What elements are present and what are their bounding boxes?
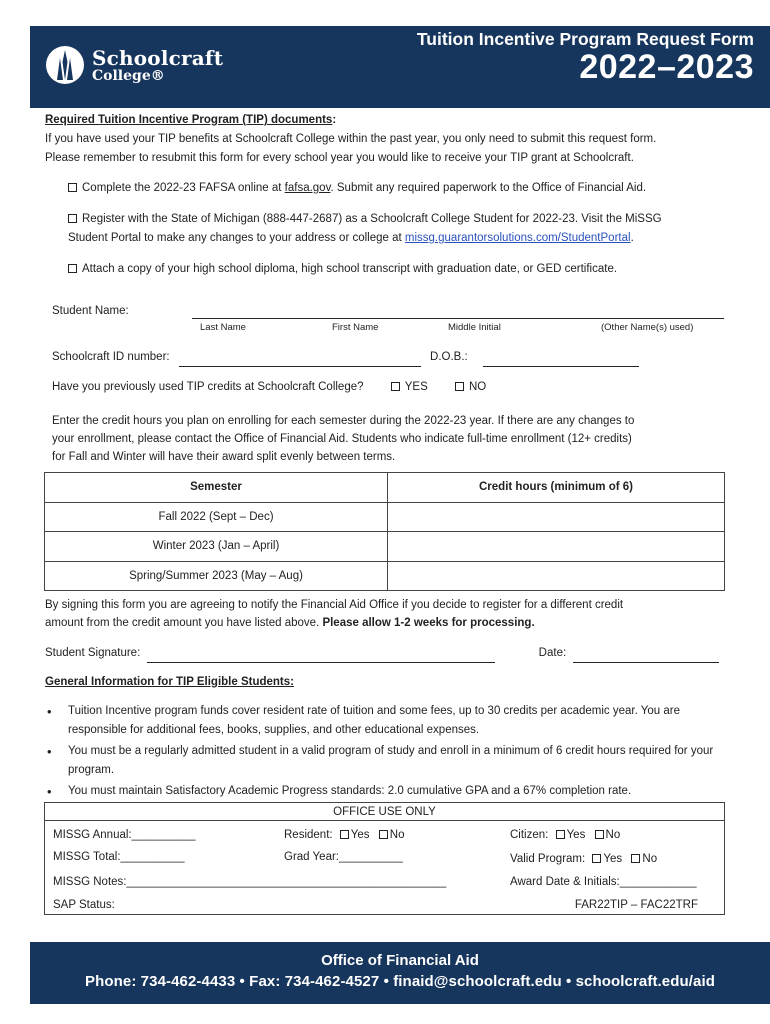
citizen-yes-checkbox[interactable]: [556, 830, 565, 839]
logo-subname: College®: [92, 67, 165, 84]
office-use-box: [44, 802, 725, 915]
processing-note: Please allow 1-2 weeks for processing.: [322, 617, 535, 629]
list-item: • You must maintain Satisfactory Academic Progress standards: 2.0 cumulative GPA and a 67% completion rate.: [45, 782, 735, 801]
missg-portal-link[interactable]: missg.guarantorsolutions.com/StudentPortal: [404, 232, 631, 244]
valid-program-yes-checkbox[interactable]: [592, 854, 601, 863]
footer-office-name: Office of Financial Aid: [321, 952, 479, 969]
citizen-no-checkbox[interactable]: [595, 830, 604, 839]
table-row: [45, 532, 725, 562]
missg-total[interactable]: MISSG Total:__________: [53, 851, 185, 863]
missg-checkbox[interactable]: [68, 214, 77, 223]
col-semester: Semester: [45, 473, 388, 503]
student-name-field[interactable]: [192, 318, 724, 319]
agreement-line-1: By signing this form you are agreeing to notify the Financial Aid Office if you decide to register for a different credit: [45, 599, 624, 611]
fafsa-checkbox[interactable]: [68, 183, 77, 192]
valid-program-no-checkbox[interactable]: [631, 854, 640, 863]
page-footer: [30, 942, 770, 1004]
page-header: [30, 26, 770, 108]
doc-item-diploma: Attach a copy of your high school diploma, high school transcript with graduation date, or GED certificate.: [68, 260, 735, 279]
intro-line-2: Please remember to resubmit this form for every school year you would like to receive your TIP grant at Schoolcraft.: [45, 152, 634, 164]
list-item: • You must be a regularly admitted student in a valid program of study and enroll in a minimum of 6 credit hours required for your program.: [45, 742, 735, 780]
student-id-row: [52, 348, 742, 367]
sub-other-names: (Other Name(s) used): [601, 322, 694, 333]
form-code: FAR22TIP – FAC22TRF: [574, 899, 698, 911]
semester-cell: Spring/Summer 2023 (May – Aug): [45, 561, 388, 591]
tip-question: Have you previously used TIP credits at Schoolcraft College?: [52, 381, 364, 393]
date-label: Date:: [538, 647, 567, 659]
logo-name: Schoolcraft: [92, 45, 224, 70]
tip-yes-checkbox[interactable]: [391, 382, 400, 391]
doc-item-missg: Register with the State of Michigan (888-447-2687) as a Schoolcraft College Student for 2022-23. Visit the MiSSG Student Portal to make any changes to your address or college at missg.guarantorsolutions.com/StudentPortal.: [68, 213, 662, 244]
valid-program-field: Valid Program: Yes No: [510, 853, 658, 865]
dob-label: D.O.B.:: [430, 351, 468, 363]
diploma-checkbox[interactable]: [68, 264, 77, 273]
col-credit-hours: Credit hours (minimum of 6): [388, 473, 725, 503]
credits-intro-2: your enrollment, please contact the Office of Financial Aid. Students who indicate full-time enrollment (12+ credits): [52, 433, 632, 445]
torch-logo-icon: [46, 46, 84, 84]
dob-field[interactable]: [483, 353, 639, 367]
form-year: 2022–2023: [579, 48, 754, 86]
resident-field: Resident: Yes No: [284, 829, 405, 841]
resident-yes-checkbox[interactable]: [340, 830, 349, 839]
credit-hours-input[interactable]: [388, 502, 725, 532]
tip-yes-label: YES: [404, 381, 428, 393]
form-title: Tuition Incentive Program Request Form: [416, 29, 754, 49]
award-date-initials[interactable]: Award Date & Initials:____________: [510, 876, 697, 888]
student-id-field[interactable]: [179, 353, 421, 367]
missg-notes[interactable]: MISSG Notes:__________________________________________________: [53, 876, 447, 888]
intro-line-1: If you have used your TIP benefits at Schoolcraft College within the past year, you only need to submit this request form.: [45, 133, 657, 145]
tip-question-row: [52, 378, 742, 397]
tip-no-label: NO: [468, 381, 487, 393]
credits-intro-3: for Fall and Winter will have their award split evenly between terms.: [52, 451, 396, 463]
table-row: [45, 502, 725, 532]
student-id-label: Schoolcraft ID number:: [52, 351, 170, 363]
citizen-field: Citizen: Yes No: [510, 829, 621, 841]
signature-label: Student Signature:: [45, 647, 141, 659]
signature-field[interactable]: [147, 649, 495, 663]
footer-contact-info: Phone: 734-462-4433 • Fax: 734-462-4527 • finaid@schoolcraft.edu • schoolcraft.edu/aid: [84, 973, 716, 990]
required-docs-heading-line: Required Tuition Incentive Program (TIP) documents:: [45, 114, 337, 126]
credits-intro-1: Enter the credit hours you plan on enrolling for each semester during the 2022-23 year. If there are any changes to: [52, 415, 635, 427]
semester-credits-table: [44, 472, 725, 591]
tip-no-checkbox[interactable]: [455, 382, 464, 391]
date-field[interactable]: [573, 649, 719, 663]
agreement-line-2: amount from the credit amount you have listed above. Please allow 1-2 weeks for processing.: [45, 617, 535, 629]
list-item: • Tuition Incentive program funds cover resident rate of tuition and some fees, up to 30 credits per academic year. You are responsible for additional fees, books, supplies, and other educational expenses.: [45, 702, 735, 740]
signature-row: [45, 644, 735, 663]
sub-last-name: Last Name: [200, 322, 246, 333]
required-docs-heading: Required Tuition Incentive Program (TIP) documents: [45, 114, 333, 126]
general-info-list: [45, 702, 735, 803]
sap-status[interactable]: SAP Status:: [53, 899, 115, 911]
general-info-heading: General Information for TIP Eligible Students:: [45, 676, 294, 688]
credit-hours-input[interactable]: [388, 561, 725, 591]
sub-middle-initial: Middle Initial: [448, 322, 501, 333]
student-name-label: Student Name:: [52, 305, 129, 317]
credit-hours-input[interactable]: [388, 532, 725, 562]
sub-first-name: First Name: [332, 322, 379, 333]
college-logo: [46, 46, 223, 84]
resident-no-checkbox[interactable]: [379, 830, 388, 839]
semester-cell: Fall 2022 (Sept – Dec): [45, 502, 388, 532]
semester-cell: Winter 2023 (Jan – April): [45, 532, 388, 562]
missg-annual[interactable]: MISSG Annual:__________: [53, 829, 196, 841]
table-row: [45, 561, 725, 591]
doc-item-fafsa: Complete the 2022-23 FAFSA online at fafsa.gov. Submit any required paperwork to the Office of Financial Aid.: [68, 179, 735, 198]
office-use-title: OFFICE USE ONLY: [45, 803, 724, 821]
table-header-row: [45, 473, 725, 503]
fafsa-link[interactable]: fafsa.gov: [284, 182, 331, 194]
grad-year[interactable]: Grad Year:__________: [284, 851, 403, 863]
